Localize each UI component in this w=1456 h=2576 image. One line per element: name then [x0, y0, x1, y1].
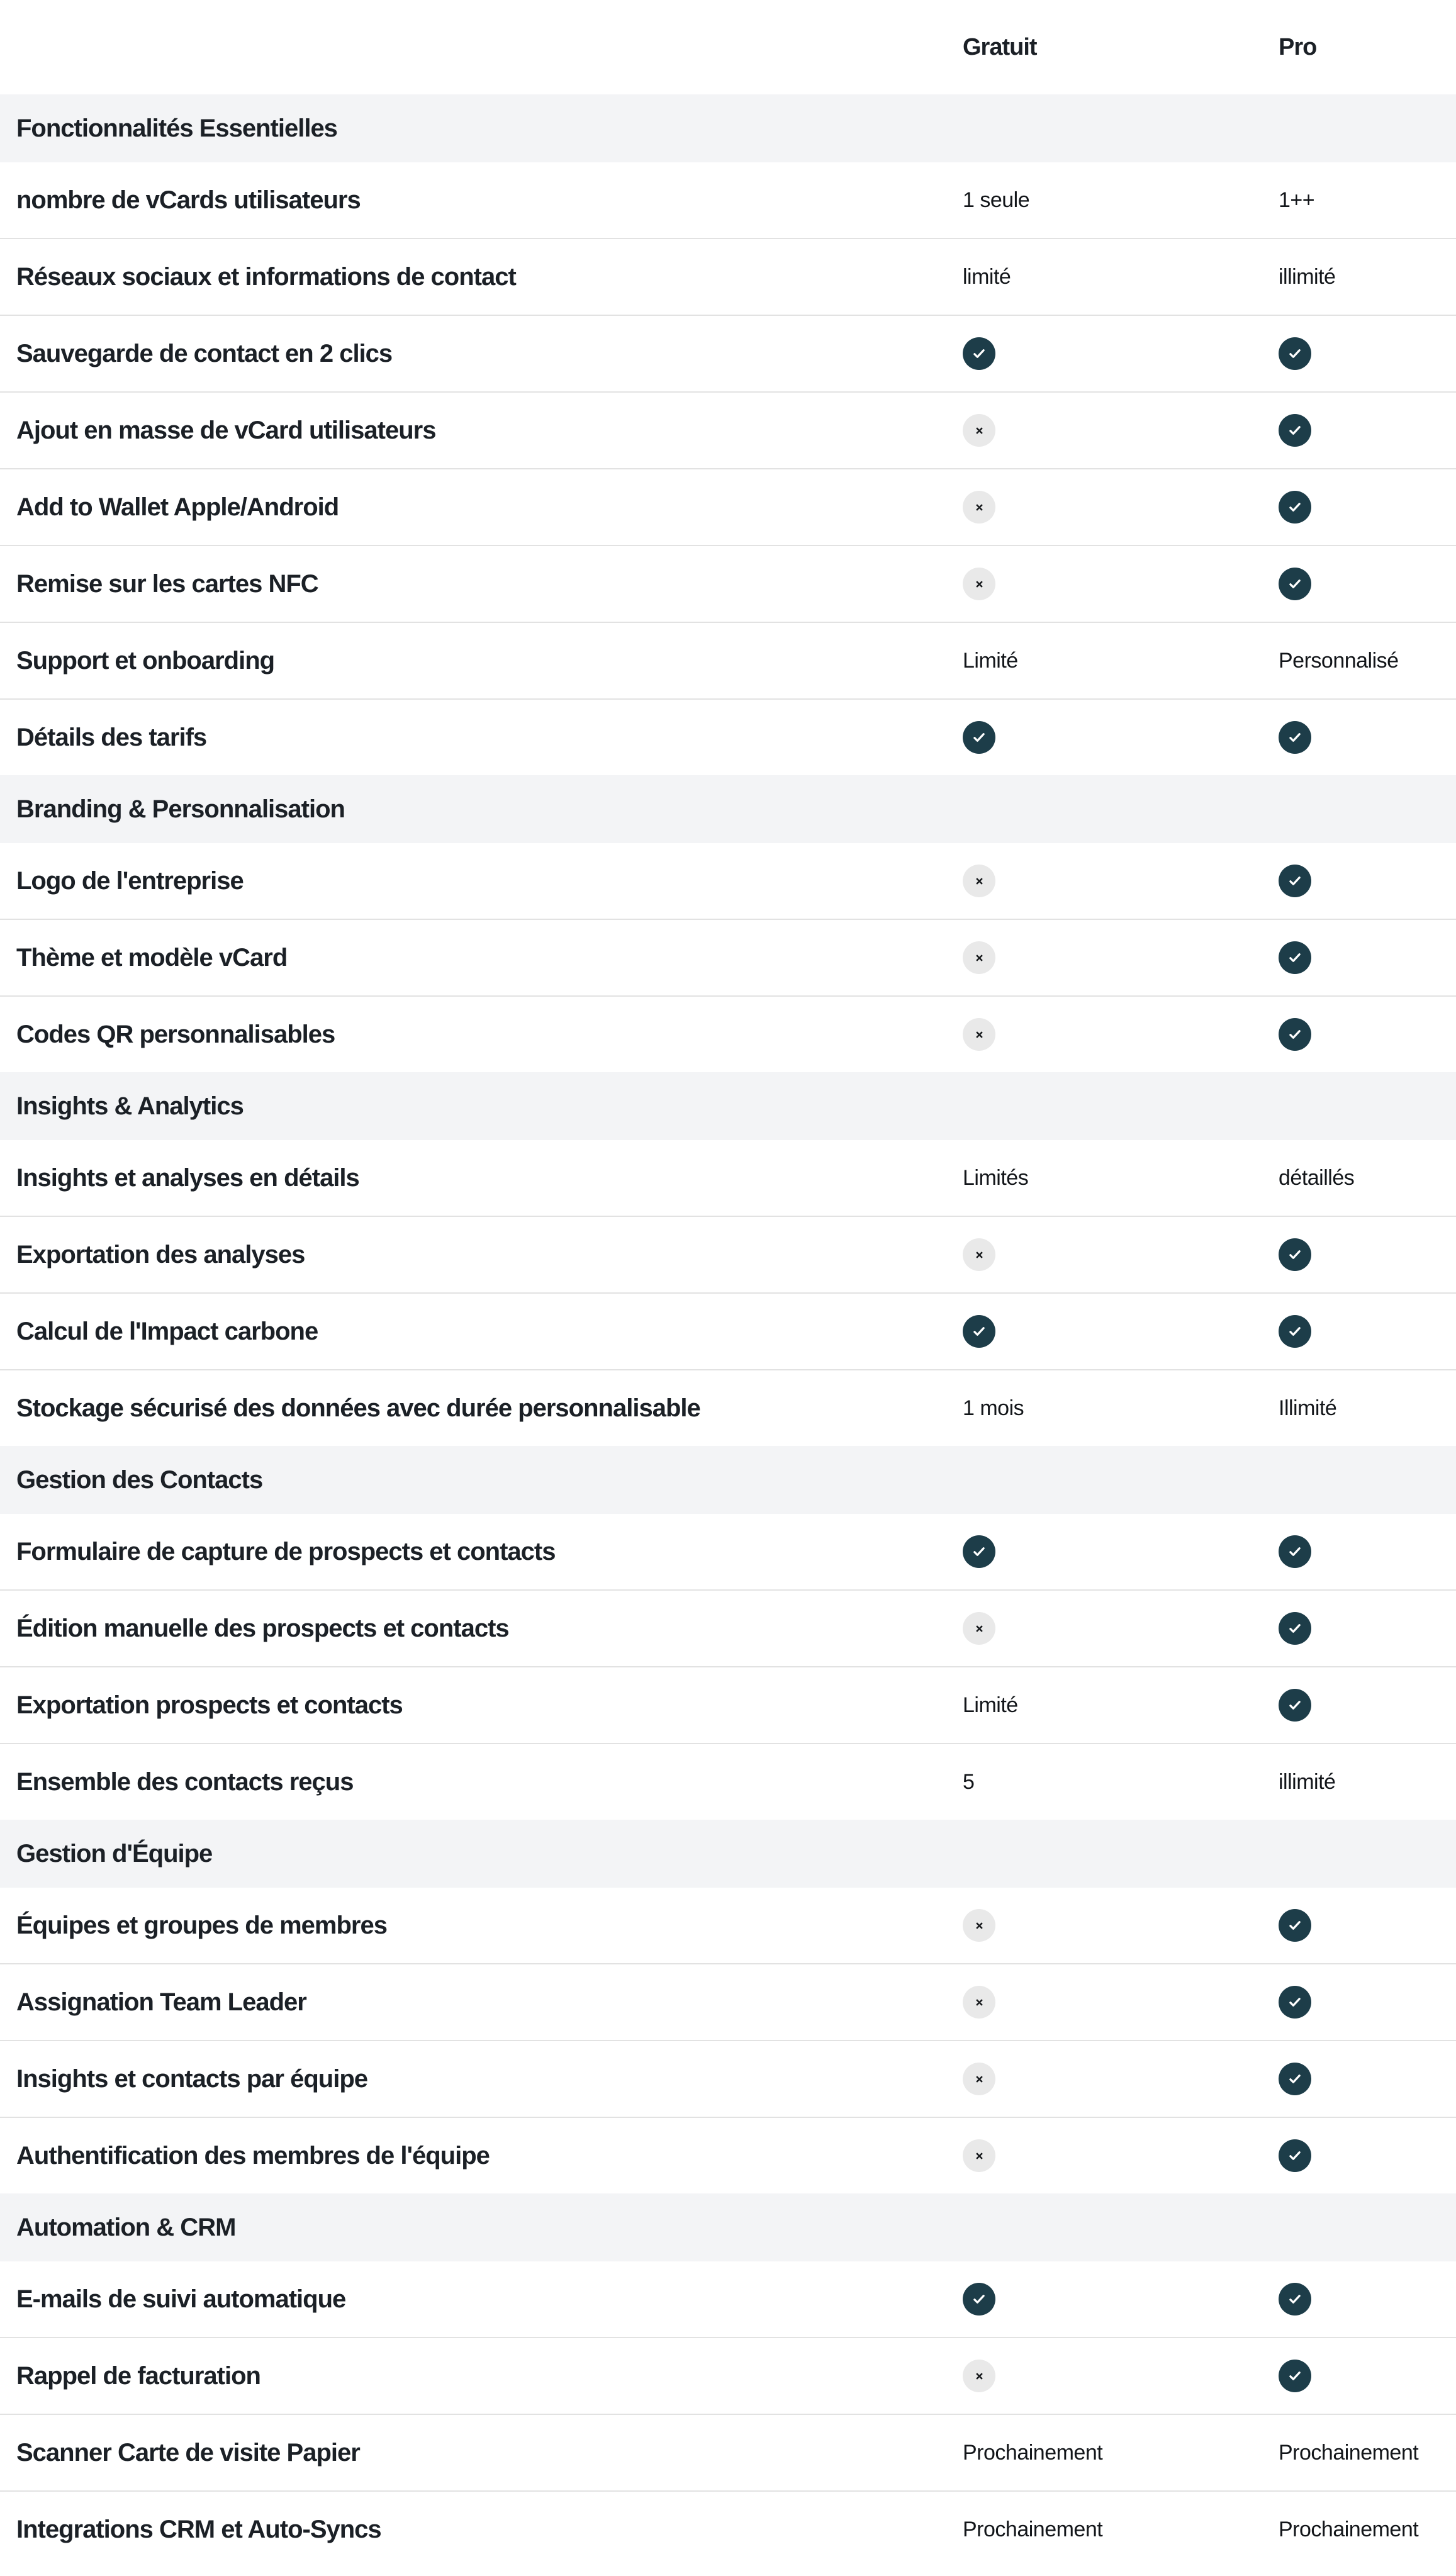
pro-value-cell: [1279, 1612, 1456, 1645]
check-icon: [1279, 414, 1311, 447]
gratuit-value-cell: Limité: [963, 648, 1018, 673]
feature-label: Support et onboarding: [16, 646, 275, 675]
gratuit-value-cell: [963, 491, 1279, 524]
feature-row: [0, 469, 1456, 546]
cross-icon: [963, 2063, 995, 2095]
cross-icon: [963, 1018, 995, 1051]
pro-value-cell: Prochainement: [1279, 2440, 1419, 2465]
pro-value-cell: [1279, 2063, 1456, 2095]
feature-section: [0, 94, 1456, 775]
gratuit-value-cell: [963, 414, 1279, 447]
gratuit-value-cell: 1 seule: [963, 188, 1030, 212]
gratuit-value-cell: [963, 568, 1279, 600]
feature-label: Formulaire de capture de prospects et contacts: [16, 1537, 556, 1565]
check-icon: [1279, 1612, 1311, 1645]
section-title: Branding & Personnalisation: [16, 795, 345, 823]
section-rows: [0, 1514, 1456, 1820]
pro-value-cell: [1279, 1909, 1456, 1942]
cross-icon: [963, 491, 995, 524]
pro-value-cell: [1279, 721, 1456, 754]
check-icon: [1279, 2063, 1311, 2095]
gratuit-value-cell: 1 mois: [963, 1396, 1024, 1420]
gratuit-value-cell: [963, 721, 1279, 754]
pro-value-cell: illimité: [1279, 1769, 1336, 1794]
check-icon: [1279, 1986, 1311, 2019]
pro-value-cell: [1279, 941, 1456, 974]
feature-row: [0, 1217, 1456, 1294]
pro-value-cell: [1279, 491, 1456, 524]
feature-row: [0, 2492, 1456, 2567]
feature-row: [0, 162, 1456, 239]
feature-label: Scanner Carte de visite Papier: [16, 2438, 360, 2467]
check-icon: [1279, 1018, 1311, 1051]
feature-row: [0, 2041, 1456, 2118]
cross-icon: [963, 1612, 995, 1645]
feature-row: [0, 623, 1456, 700]
gratuit-value-cell: Limités: [963, 1165, 1029, 1190]
feature-label: Stockage sécurisé des données avec durée personnalisable: [16, 1394, 700, 1422]
feature-row: [0, 1294, 1456, 1370]
section-header: [0, 775, 1456, 843]
feature-row: [0, 2338, 1456, 2415]
column-header-gratuit: Gratuit: [963, 33, 1037, 60]
section-title: Insights & Analytics: [16, 1092, 244, 1120]
gratuit-value-cell: [963, 1238, 1279, 1271]
gratuit-value-cell: [963, 1612, 1279, 1645]
gratuit-value-cell: [963, 1535, 1279, 1568]
cross-icon: [963, 865, 995, 897]
pro-value-cell: [1279, 1238, 1456, 1271]
check-icon: [1279, 1535, 1311, 1568]
section-header: [0, 1820, 1456, 1888]
feature-row: [0, 546, 1456, 623]
check-icon: [1279, 865, 1311, 897]
section-title: Gestion des Contacts: [16, 1465, 263, 1494]
gratuit-value-cell: [963, 2063, 1279, 2095]
pro-value-cell: [1279, 1535, 1456, 1568]
pro-value-cell: Personnalisé: [1279, 648, 1399, 673]
pro-value-cell: [1279, 414, 1456, 447]
pro-value-cell: détaillés: [1279, 1165, 1355, 1190]
pro-value-cell: [1279, 1315, 1456, 1348]
pro-value-cell: Illimité: [1279, 1396, 1337, 1420]
pro-value-cell: [1279, 1986, 1456, 2019]
gratuit-value-cell: [963, 337, 1279, 370]
section-header: [0, 2193, 1456, 2261]
feature-label: Assignation Team Leader: [16, 1988, 306, 2016]
feature-row: [0, 239, 1456, 316]
check-icon: [1279, 568, 1311, 600]
feature-row: [0, 393, 1456, 469]
column-header-row: [0, 0, 1456, 94]
check-icon: [963, 721, 995, 754]
feature-row: [0, 2261, 1456, 2338]
section-rows: [0, 2261, 1456, 2567]
pro-value-cell: [1279, 1689, 1456, 1722]
pro-value-cell: [1279, 865, 1456, 897]
feature-row: [0, 1964, 1456, 2041]
cross-icon: [963, 568, 995, 600]
feature-row: [0, 920, 1456, 997]
check-icon: [963, 1535, 995, 1568]
pro-value-cell: [1279, 568, 1456, 600]
feature-row: [0, 997, 1456, 1072]
feature-label: Détails des tarifs: [16, 723, 207, 751]
column-header-pro: Pro: [1279, 33, 1317, 60]
check-icon: [1279, 2139, 1311, 2172]
section-rows: [0, 843, 1456, 1072]
gratuit-value-cell: Limité: [963, 1693, 1018, 1717]
feature-section: [0, 775, 1456, 1072]
gratuit-value-cell: Prochainement: [963, 2440, 1103, 2465]
feature-label: Sauvegarde de contact en 2 clics: [16, 339, 393, 367]
section-rows: [0, 1888, 1456, 2193]
feature-label: nombre de vCards utilisateurs: [16, 186, 361, 214]
feature-label: Exportation des analyses: [16, 1240, 305, 1268]
gratuit-value-cell: Prochainement: [963, 2517, 1103, 2541]
feature-label: Équipes et groupes de membres: [16, 1911, 387, 1939]
pro-value-cell: [1279, 337, 1456, 370]
feature-row: [0, 1888, 1456, 1964]
pro-value-cell: Prochainement: [1279, 2517, 1419, 2541]
pro-value-cell: [1279, 2283, 1456, 2316]
sections-container: [0, 94, 1456, 2567]
feature-label: Insights et contacts par équipe: [16, 2064, 368, 2093]
check-icon: [1279, 2360, 1311, 2392]
pro-value-cell: illimité: [1279, 264, 1336, 289]
pro-value-cell: [1279, 1018, 1456, 1051]
feature-row: [0, 1140, 1456, 1217]
feature-label: Ajout en masse de vCard utilisateurs: [16, 416, 436, 444]
check-icon: [1279, 2283, 1311, 2316]
feature-row: [0, 843, 1456, 920]
section-title: Gestion d'Équipe: [16, 1839, 213, 1868]
feature-label: Édition manuelle des prospects et contacts: [16, 1614, 509, 1642]
cross-icon: [963, 941, 995, 974]
check-icon: [1279, 721, 1311, 754]
gratuit-value-cell: [963, 941, 1279, 974]
section-header: [0, 1072, 1456, 1140]
section-header: [0, 94, 1456, 162]
feature-label: Add to Wallet Apple/Android: [16, 493, 339, 521]
feature-label: Integrations CRM et Auto-Syncs: [16, 2515, 381, 2543]
gratuit-value-cell: [963, 1909, 1279, 1942]
feature-section: [0, 1820, 1456, 2193]
check-icon: [1279, 1689, 1311, 1722]
feature-label: Ensemble des contacts reçus: [16, 1767, 354, 1796]
section-rows: [0, 162, 1456, 775]
gratuit-value-cell: [963, 865, 1279, 897]
section-rows: [0, 1140, 1456, 1446]
pro-value-cell: [1279, 2360, 1456, 2392]
check-icon: [1279, 941, 1311, 974]
section-header: [0, 1446, 1456, 1514]
feature-label: Réseaux sociaux et informations de contact: [16, 262, 516, 291]
feature-label: Logo de l'entreprise: [16, 866, 244, 895]
feature-row: [0, 2118, 1456, 2193]
feature-row: [0, 1667, 1456, 1744]
feature-section: [0, 2193, 1456, 2567]
gratuit-value-cell: limité: [963, 264, 1011, 289]
section-title: Fonctionnalités Essentielles: [16, 114, 337, 142]
pro-value-cell: 1++: [1279, 188, 1315, 212]
feature-section: [0, 1446, 1456, 1820]
gratuit-value-cell: [963, 1986, 1279, 2019]
gratuit-value-cell: [963, 2139, 1279, 2172]
feature-label: Codes QR personnalisables: [16, 1020, 335, 1048]
section-title: Automation & CRM: [16, 2213, 236, 2241]
feature-label: Rappel de facturation: [16, 2361, 260, 2390]
feature-row: [0, 1744, 1456, 1820]
feature-row: [0, 700, 1456, 775]
cross-icon: [963, 2360, 995, 2392]
feature-label: Authentification des membres de l'équipe: [16, 2141, 490, 2170]
check-icon: [963, 337, 995, 370]
gratuit-value-cell: [963, 1315, 1279, 1348]
feature-label: Insights et analyses en détails: [16, 1163, 359, 1192]
feature-row: [0, 1370, 1456, 1446]
feature-label: E-mails de suivi automatique: [16, 2285, 346, 2313]
feature-label: Exportation prospects et contacts: [16, 1691, 403, 1719]
check-icon: [963, 2283, 995, 2316]
feature-section: [0, 1072, 1456, 1446]
feature-row: [0, 1514, 1456, 1591]
feature-row: [0, 2415, 1456, 2492]
feature-label: Remise sur les cartes NFC: [16, 569, 318, 598]
cross-icon: [963, 1238, 995, 1271]
gratuit-value-cell: [963, 2360, 1279, 2392]
feature-label: Thème et modèle vCard: [16, 943, 288, 972]
feature-row: [0, 1591, 1456, 1667]
check-icon: [963, 1315, 995, 1348]
feature-label: Calcul de l'Impact carbone: [16, 1317, 318, 1345]
gratuit-value-cell: [963, 1018, 1279, 1051]
cross-icon: [963, 1986, 995, 2019]
check-icon: [1279, 491, 1311, 524]
check-icon: [1279, 337, 1311, 370]
cross-icon: [963, 1909, 995, 1942]
gratuit-value-cell: 5: [963, 1769, 975, 1794]
cross-icon: [963, 414, 995, 447]
feature-row: [0, 316, 1456, 393]
check-icon: [1279, 1909, 1311, 1942]
gratuit-value-cell: [963, 2283, 1279, 2316]
check-icon: [1279, 1315, 1311, 1348]
check-icon: [1279, 1238, 1311, 1271]
cross-icon: [963, 2139, 995, 2172]
pro-value-cell: [1279, 2139, 1456, 2172]
